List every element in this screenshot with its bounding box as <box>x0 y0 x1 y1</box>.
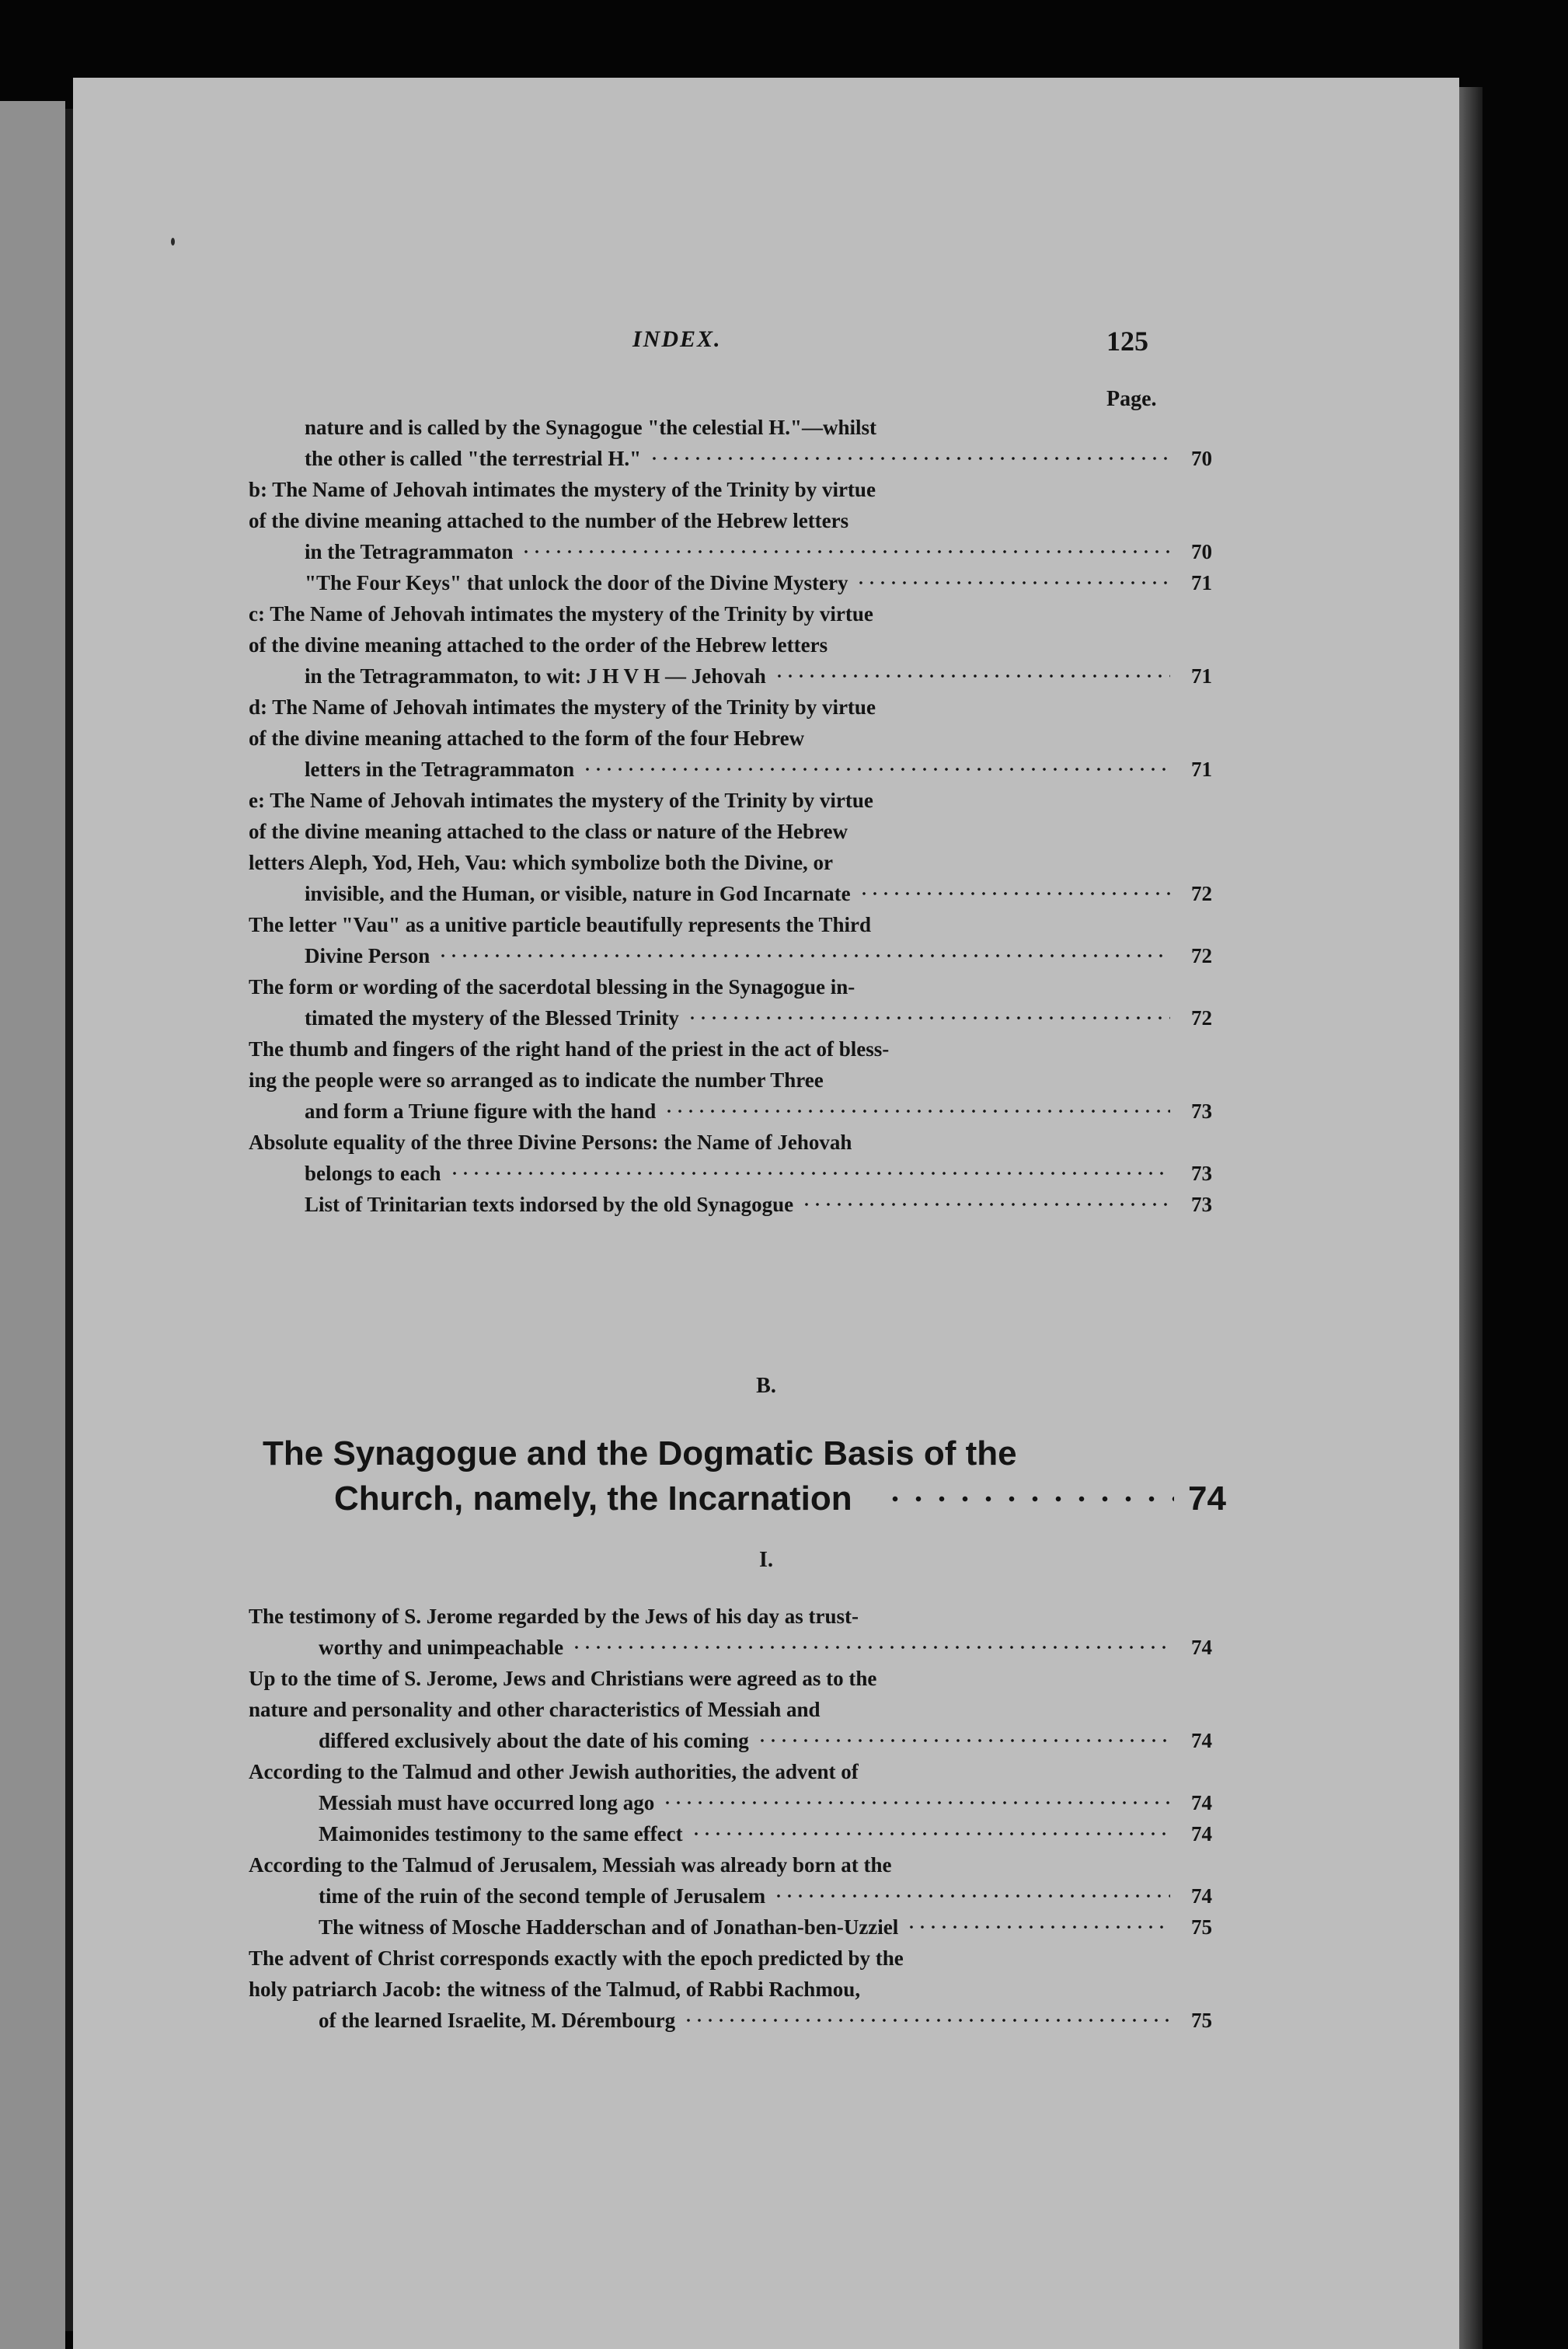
entry-last-line <box>319 1880 1212 1912</box>
index-entries-b <box>249 1601 1212 2036</box>
dot-leader <box>571 1646 1170 1649</box>
entry-last-line <box>305 940 1212 971</box>
entry-last-line <box>305 754 1212 785</box>
entry-line: of the divine meaning attached to the order of the Hebrew letters <box>249 633 828 657</box>
dot-leader <box>855 581 1170 584</box>
dot-leader <box>774 674 1170 678</box>
facing-page-edge <box>0 101 65 2349</box>
entry-text: time of the ruin of the second temple of Jerusalem <box>319 1884 766 1908</box>
ink-speck <box>171 238 175 246</box>
entry-last-line <box>305 443 1212 474</box>
entry-line: of the divine meaning attached to the form of the four Hebrew <box>249 727 805 750</box>
entry-text: Maimonides testimony to the same effect <box>319 1822 683 1845</box>
dot-leader <box>649 457 1170 460</box>
entry-page-number: 70 <box>1191 447 1212 470</box>
entry-last-line <box>305 1096 1212 1127</box>
entry-last-line <box>305 412 1212 443</box>
entry-line: c: The Name of Jehovah intimates the mystery of the Trinity by virtue <box>249 602 873 626</box>
index-entry <box>249 1912 1212 1943</box>
entry-line: The form or wording of the sacerdotal blessing in the Synagogue in- <box>249 975 855 998</box>
index-entry <box>249 1601 1212 1663</box>
entry-last-line <box>305 878 1212 909</box>
entry-line: of the divine meaning attached to the class or nature of the Hebrew <box>249 820 848 843</box>
entry-line: e: The Name of Jehovah intimates the mystery of the Trinity by virtue <box>249 789 873 812</box>
entry-page-number: 74 <box>1191 1884 1212 1908</box>
entry-page-number: 72 <box>1191 1006 1212 1030</box>
entry-line: According to the Talmud and other Jewish authorities, the advent of <box>249 1760 859 1783</box>
section-title-page: 74 <box>1188 1479 1226 1518</box>
entry-line: d: The Name of Jehovah intimates the mystery of the Trinity by virtue <box>249 695 876 719</box>
entry-text: letters in the Tetragrammaton <box>305 758 575 781</box>
entry-page-number: 75 <box>1191 2009 1212 2032</box>
entry-page-number: 74 <box>1191 1636 1212 1659</box>
dot-leader <box>687 1016 1170 1019</box>
index-entry <box>249 1943 1212 2036</box>
page-edge-shadow <box>1459 87 1483 2349</box>
entry-page-number: 70 <box>1191 540 1212 563</box>
running-title: INDEX. <box>632 326 722 352</box>
dot-leader <box>757 1739 1170 1742</box>
index-page <box>73 78 1459 2349</box>
entry-text: in the Tetragrammaton, to wit: J H V H — Jehovah <box>305 664 766 688</box>
dot-leader <box>691 1832 1170 1835</box>
entry-line: Up to the time of S. Jerome, Jews and Christians were agreed as to the <box>249 1667 877 1690</box>
index-entry <box>249 443 1212 474</box>
entry-line: Absolute equality of the three Divine Persons: the Name of Jehovah <box>249 1131 852 1154</box>
entry-last-line <box>319 1787 1212 1818</box>
entry-text: and form a Triune figure with the hand <box>305 1100 657 1123</box>
entry-line: The thumb and fingers of the right hand of the priest in the act of bless- <box>249 1037 890 1061</box>
entry-text: of the learned Israelite, M. Dérembourg <box>319 2009 676 2032</box>
entry-text: List of Trinitarian texts indorsed by the old Synagogue <box>305 1193 794 1216</box>
entry-line: of the divine meaning attached to the number of the Hebrew letters <box>249 509 849 532</box>
subsection-number: I. <box>759 1548 773 1572</box>
dot-leader <box>437 954 1170 957</box>
entry-page-number: 72 <box>1191 882 1212 905</box>
entry-text: Messiah must have occurred long ago <box>319 1791 655 1814</box>
section-title-text-2: Church, namely, the Incarnation <box>334 1479 852 1518</box>
dot-leader <box>859 892 1170 895</box>
index-entry <box>249 598 1212 692</box>
index-entry <box>249 1818 1212 1849</box>
entry-page-number: 71 <box>1191 758 1212 781</box>
entry-last-line <box>319 1912 1212 1943</box>
dot-leader <box>664 1110 1170 1113</box>
entry-line: According to the Talmud of Jerusalem, Messiah was already born at the <box>249 1853 892 1877</box>
section-letter: B. <box>756 1374 776 1398</box>
entry-text: Divine Person <box>305 944 430 967</box>
entry-text: invisible, and the Human, or visible, nature in God Incarnate <box>305 882 851 905</box>
dot-leader <box>582 768 1170 771</box>
entry-page-number: 72 <box>1191 944 1212 967</box>
index-entry <box>249 909 1212 971</box>
section-title-line-2 <box>263 1476 1226 1521</box>
entry-text: in the Tetragrammaton <box>305 540 514 563</box>
entry-last-line <box>319 2005 1212 2036</box>
entry-last-line <box>305 567 1212 598</box>
dot-leader <box>883 1496 1174 1502</box>
entry-last-line <box>319 1632 1212 1663</box>
entry-page-number: 73 <box>1191 1162 1212 1185</box>
entry-text: worthy and unimpeachable <box>319 1636 564 1659</box>
section-title-line-1: The Synagogue and the Dogmatic Basis of the <box>263 1434 1017 1472</box>
index-entry <box>249 412 1212 443</box>
dot-leader <box>906 1926 1170 1929</box>
index-entries-a <box>249 412 1212 1220</box>
entry-last-line <box>305 1189 1212 1220</box>
entry-last-line <box>305 536 1212 567</box>
dot-leader <box>801 1203 1170 1206</box>
page-column-label: Page. <box>1106 387 1157 411</box>
entry-page-number: 71 <box>1191 571 1212 594</box>
dot-leader <box>521 550 1170 553</box>
entry-line: The testimony of S. Jerome regarded by the Jews of his day as trust- <box>249 1605 859 1628</box>
entry-text: "The Four Keys" that unlock the door of the Divine Mystery <box>305 571 848 594</box>
running-head <box>73 319 1459 365</box>
entry-page-number: 73 <box>1191 1193 1212 1216</box>
index-entry <box>249 785 1212 909</box>
dot-leader <box>683 2019 1170 2022</box>
index-entry <box>249 692 1212 785</box>
entry-last-line <box>319 1818 1212 1849</box>
entry-last-line <box>305 1002 1212 1033</box>
index-entry <box>249 1127 1212 1189</box>
entry-page-number: 73 <box>1191 1100 1212 1123</box>
entry-page-number: 74 <box>1191 1791 1212 1814</box>
index-entry <box>249 474 1212 567</box>
entry-page-number: 74 <box>1191 1822 1212 1845</box>
entry-page-number: 71 <box>1191 664 1212 688</box>
book-gutter <box>65 109 73 2331</box>
index-entry <box>249 1663 1212 1756</box>
entry-text: timated the mystery of the Blessed Trinity <box>305 1006 679 1030</box>
entry-text: The witness of Mosche Hadderschan and of Jonathan-ben-Uzziel <box>319 1915 899 1939</box>
entry-line: b: The Name of Jehovah intimates the mystery of the Trinity by virtue <box>249 478 876 501</box>
dot-leader <box>662 1801 1170 1804</box>
page-number: 125 <box>1106 326 1148 357</box>
entry-last-line <box>319 1725 1212 1756</box>
entry-text: nature and is called by the Synagogue "the celestial H."—whilst <box>305 416 877 439</box>
entry-text: differed exclusively about the date of his coming <box>319 1729 749 1752</box>
entry-line: holy patriarch Jacob: the witness of the Talmud, of Rabbi Rachmou, <box>249 1978 861 2001</box>
entry-line: The letter "Vau" as a unitive particle beautifully represents the Third <box>249 913 871 936</box>
index-entry <box>249 971 1212 1033</box>
index-entry <box>249 1756 1212 1818</box>
dot-leader <box>773 1894 1170 1898</box>
index-entry <box>249 567 1212 598</box>
index-entry <box>249 1033 1212 1127</box>
section-title <box>263 1431 1226 1521</box>
index-entry <box>249 1849 1212 1912</box>
entry-line: nature and personality and other characteristics of Messiah and <box>249 1698 821 1721</box>
entry-line: The advent of Christ corresponds exactly with the epoch predicted by the <box>249 1946 904 1970</box>
entry-last-line <box>305 1158 1212 1189</box>
entry-line: ing the people were so arranged as to indicate the number Three <box>249 1068 824 1092</box>
entry-page-number: 75 <box>1191 1915 1212 1939</box>
dot-leader <box>449 1172 1171 1175</box>
entry-text: belongs to each <box>305 1162 441 1185</box>
entry-text: the other is called "the terrestrial H." <box>305 447 642 470</box>
entry-last-line <box>305 660 1212 692</box>
entry-page-number: 74 <box>1191 1729 1212 1752</box>
entry-line: letters Aleph, Yod, Heh, Vau: which symbolize both the Divine, or <box>249 851 834 874</box>
index-entry <box>249 1189 1212 1220</box>
